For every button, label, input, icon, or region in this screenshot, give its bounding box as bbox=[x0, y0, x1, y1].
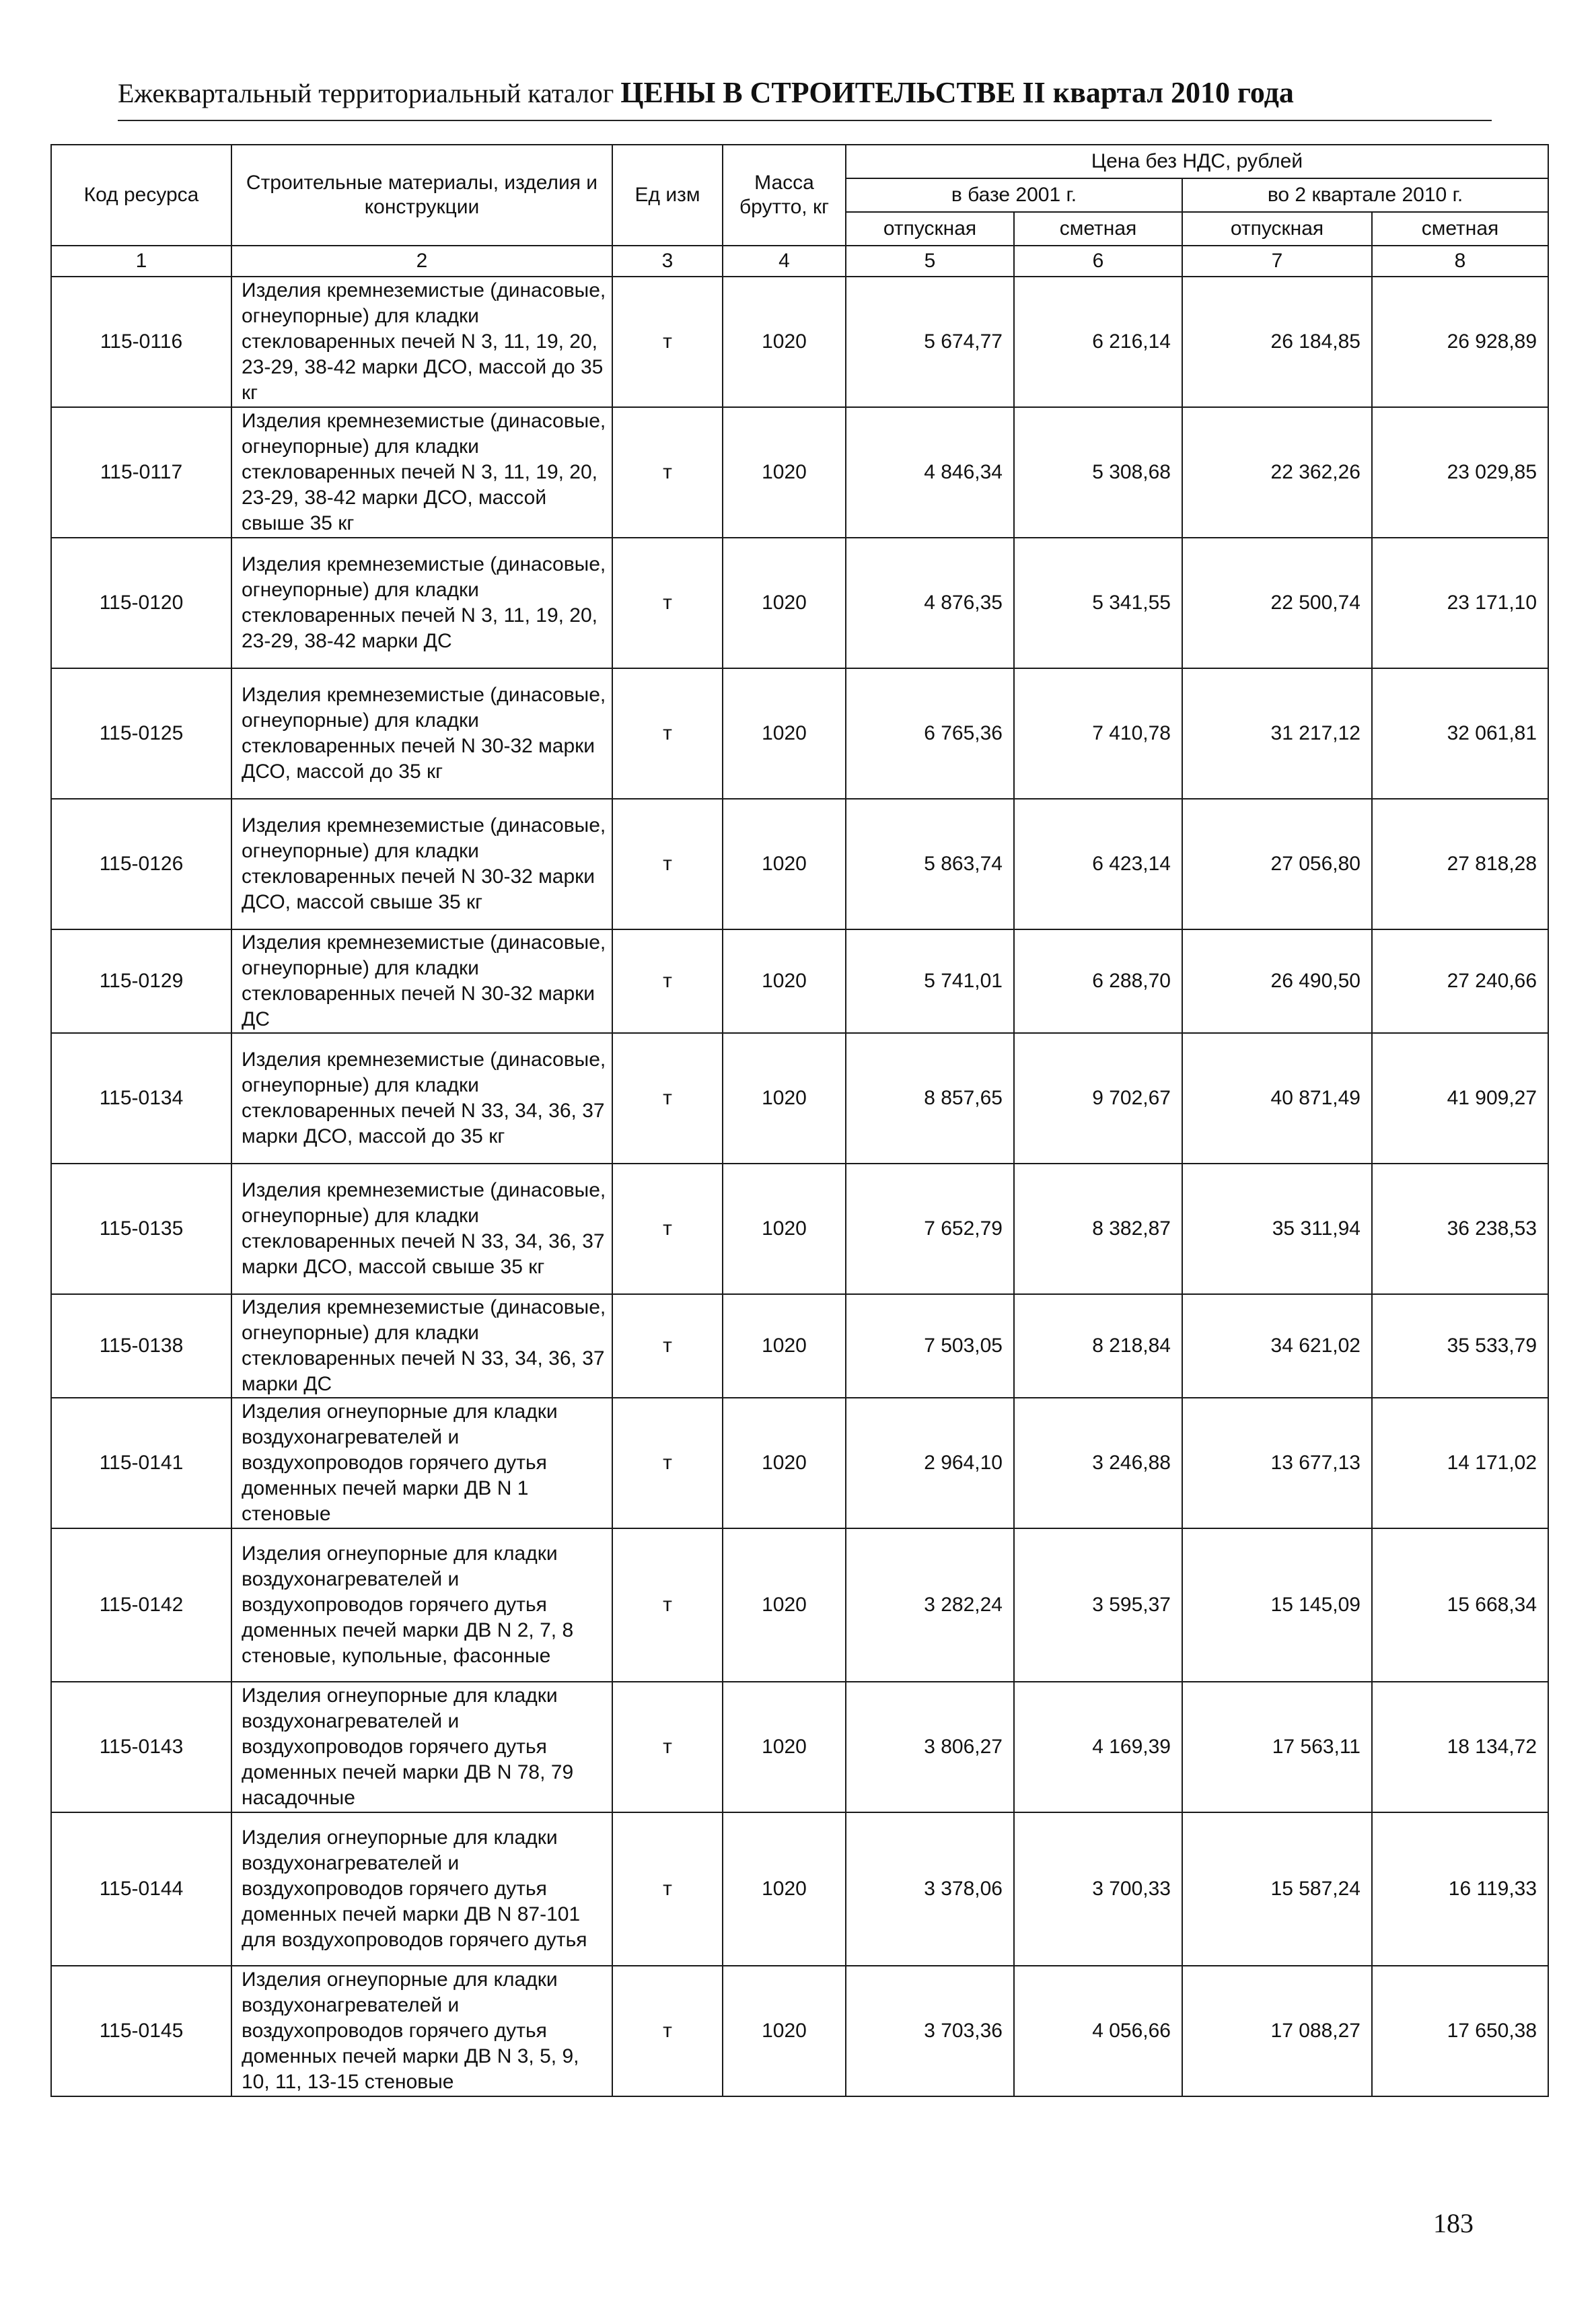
price-estimate-current: 35 533,79 bbox=[1372, 1294, 1548, 1398]
material-name: Изделия огнеупорные для кладки воздухонагревателей и воздухопроводов горячего дутья доменных печей марки ДВ N 2, 7, 8 стеновые, купольные, фасонные bbox=[231, 1528, 612, 1682]
column-number: 2 bbox=[231, 246, 612, 277]
column-number-row bbox=[51, 246, 1548, 277]
price-estimate-current: 17 650,38 bbox=[1372, 1966, 1548, 2096]
resource-code: 115-0145 bbox=[51, 1966, 231, 2096]
col-header-price: Цена без НДС, рублей bbox=[846, 145, 1548, 178]
unit-value: т bbox=[612, 1164, 723, 1294]
price-estimate-base: 6 216,14 bbox=[1014, 277, 1182, 407]
mass-value: 1020 bbox=[723, 1812, 846, 1966]
col-header-code: Код ресурса bbox=[51, 145, 231, 246]
mass-value: 1020 bbox=[723, 929, 846, 1033]
price-release-base: 5 863,74 bbox=[846, 799, 1014, 929]
resource-code: 115-0143 bbox=[51, 1682, 231, 1812]
unit-value: т bbox=[612, 929, 723, 1033]
price-release-base: 6 765,36 bbox=[846, 668, 1014, 799]
mass-value: 1020 bbox=[723, 1682, 846, 1812]
price-estimate-base: 4 056,66 bbox=[1014, 1966, 1182, 2096]
table-row bbox=[51, 1398, 1548, 1528]
price-release-base: 3 806,27 bbox=[846, 1682, 1014, 1812]
mass-value: 1020 bbox=[723, 277, 846, 407]
resource-code: 115-0144 bbox=[51, 1812, 231, 1966]
price-release-current: 26 490,50 bbox=[1182, 929, 1372, 1033]
header-rule bbox=[118, 120, 1492, 121]
price-estimate-current: 15 668,34 bbox=[1372, 1528, 1548, 1682]
price-estimate-base: 6 423,14 bbox=[1014, 799, 1182, 929]
price-release-current: 31 217,12 bbox=[1182, 668, 1372, 799]
material-name: Изделия кремнеземистые (динасовые, огнеупорные) для кладки стекловаренных печей N 30-32 марки ДС bbox=[231, 929, 612, 1033]
price-release-base: 3 282,24 bbox=[846, 1528, 1014, 1682]
unit-value: т bbox=[612, 1033, 723, 1164]
mass-value: 1020 bbox=[723, 1398, 846, 1528]
material-name: Изделия кремнеземистые (динасовые, огнеупорные) для кладки стекловаренных печей N 3, 11, 19, 20, 23-29, 38-42 марки ДС bbox=[231, 538, 612, 668]
price-release-current: 15 145,09 bbox=[1182, 1528, 1372, 1682]
table-row bbox=[51, 929, 1548, 1033]
column-number: 1 bbox=[51, 246, 231, 277]
price-estimate-current: 23 171,10 bbox=[1372, 538, 1548, 668]
material-name: Изделия кремнеземистые (динасовые, огнеупорные) для кладки стекловаренных печей N 30-32 марки ДСО, массой свыше 35 кг bbox=[231, 799, 612, 929]
price-release-current: 17 088,27 bbox=[1182, 1966, 1372, 2096]
price-release-current: 13 677,13 bbox=[1182, 1398, 1372, 1528]
price-release-base: 2 964,10 bbox=[846, 1398, 1014, 1528]
resource-code: 115-0138 bbox=[51, 1294, 231, 1398]
price-release-base: 5 741,01 bbox=[846, 929, 1014, 1033]
table-row bbox=[51, 1682, 1548, 1812]
running-header bbox=[118, 75, 1497, 116]
price-estimate-current: 14 171,02 bbox=[1372, 1398, 1548, 1528]
col-header-release-base: отпускная bbox=[846, 212, 1014, 246]
table-row bbox=[51, 799, 1548, 929]
price-release-base: 5 674,77 bbox=[846, 277, 1014, 407]
table-row bbox=[51, 1033, 1548, 1164]
resource-code: 115-0126 bbox=[51, 799, 231, 929]
material-name: Изделия огнеупорные для кладки воздухонагревателей и воздухопроводов горячего дутья доменных печей марки ДВ N 3, 5, 9, 10, 11, 13-15 стеновые bbox=[231, 1966, 612, 2096]
price-estimate-base: 8 382,87 bbox=[1014, 1164, 1182, 1294]
table-row bbox=[51, 1528, 1548, 1682]
price-estimate-current: 32 061,81 bbox=[1372, 668, 1548, 799]
price-estimate-base: 9 702,67 bbox=[1014, 1033, 1182, 1164]
column-number: 5 bbox=[846, 246, 1014, 277]
mass-value: 1020 bbox=[723, 538, 846, 668]
header-period: II квартал 2010 года bbox=[1022, 76, 1294, 109]
resource-code: 115-0135 bbox=[51, 1164, 231, 1294]
mass-value: 1020 bbox=[723, 1033, 846, 1164]
price-estimate-base: 3 700,33 bbox=[1014, 1812, 1182, 1966]
resource-code: 115-0134 bbox=[51, 1033, 231, 1164]
price-estimate-base: 8 218,84 bbox=[1014, 1294, 1182, 1398]
price-release-current: 26 184,85 bbox=[1182, 277, 1372, 407]
material-name: Изделия кремнеземистые (динасовые, огнеупорные) для кладки стекловаренных печей N 33, 34, 36, 37 марки ДСО, массой свыше 35 кг bbox=[231, 1164, 612, 1294]
price-estimate-current: 27 818,28 bbox=[1372, 799, 1548, 929]
material-name: Изделия кремнеземистые (динасовые, огнеупорные) для кладки стекловаренных печей N 30-32 марки ДСО, массой до 35 кг bbox=[231, 668, 612, 799]
price-release-base: 7 503,05 bbox=[846, 1294, 1014, 1398]
price-estimate-base: 3 246,88 bbox=[1014, 1398, 1182, 1528]
material-name: Изделия кремнеземистые (динасовые, огнеупорные) для кладки стекловаренных печей N 33, 34, 36, 37 марки ДСО, массой до 35 кг bbox=[231, 1033, 612, 1164]
col-header-material: Строительные материалы, изделия и конструкции bbox=[231, 145, 612, 246]
col-header-current: во 2 квартале 2010 г. bbox=[1182, 178, 1548, 212]
column-number: 8 bbox=[1372, 246, 1548, 277]
column-number: 3 bbox=[612, 246, 723, 277]
price-release-base: 3 378,06 bbox=[846, 1812, 1014, 1966]
unit-value: т bbox=[612, 1966, 723, 2096]
mass-value: 1020 bbox=[723, 799, 846, 929]
unit-value: т bbox=[612, 1294, 723, 1398]
price-estimate-current: 16 119,33 bbox=[1372, 1812, 1548, 1966]
table-row bbox=[51, 1966, 1548, 2096]
col-header-release-current: отпускная bbox=[1182, 212, 1372, 246]
material-name: Изделия огнеупорные для кладки воздухонагревателей и воздухопроводов горячего дутья доменных печей марки ДВ N 87-101 для воздухопроводов горячего дутья bbox=[231, 1812, 612, 1966]
price-release-current: 22 500,74 bbox=[1182, 538, 1372, 668]
column-number: 6 bbox=[1014, 246, 1182, 277]
unit-value: т bbox=[612, 1528, 723, 1682]
column-number: 4 bbox=[723, 246, 846, 277]
unit-value: т bbox=[612, 668, 723, 799]
resource-code: 115-0116 bbox=[51, 277, 231, 407]
material-name: Изделия кремнеземистые (динасовые, огнеупорные) для кладки стекловаренных печей N 3, 11, 19, 20, 23-29, 38-42 марки ДСО, массой до 35 кг bbox=[231, 277, 612, 407]
price-table bbox=[50, 144, 1549, 2097]
price-estimate-base: 5 341,55 bbox=[1014, 538, 1182, 668]
mass-value: 1020 bbox=[723, 1294, 846, 1398]
col-header-mass: Масса брутто, кг bbox=[723, 145, 846, 246]
table-row bbox=[51, 538, 1548, 668]
price-release-current: 34 621,02 bbox=[1182, 1294, 1372, 1398]
table-row bbox=[51, 1164, 1548, 1294]
unit-value: т bbox=[612, 1682, 723, 1812]
price-estimate-base: 3 595,37 bbox=[1014, 1528, 1182, 1682]
material-name: Изделия огнеупорные для кладки воздухонагревателей и воздухопроводов горячего дутья доменных печей марки ДВ N 78, 79 насадочные bbox=[231, 1682, 612, 1812]
mass-value: 1020 bbox=[723, 1966, 846, 2096]
price-release-current: 15 587,24 bbox=[1182, 1812, 1372, 1966]
price-release-current: 35 311,94 bbox=[1182, 1164, 1372, 1294]
table-row bbox=[51, 668, 1548, 799]
price-release-base: 8 857,65 bbox=[846, 1033, 1014, 1164]
resource-code: 115-0129 bbox=[51, 929, 231, 1033]
price-estimate-current: 23 029,85 bbox=[1372, 407, 1548, 538]
price-release-current: 17 563,11 bbox=[1182, 1682, 1372, 1812]
page-number: 183 bbox=[1433, 2208, 1474, 2238]
price-estimate-current: 26 928,89 bbox=[1372, 277, 1548, 407]
table-row bbox=[51, 1812, 1548, 1966]
header-title: ЦЕНЫ В СТРОИТЕЛЬСТВЕ bbox=[620, 76, 1016, 109]
table-row bbox=[51, 277, 1548, 407]
price-estimate-base: 7 410,78 bbox=[1014, 668, 1182, 799]
price-release-base: 4 876,35 bbox=[846, 538, 1014, 668]
price-estimate-base: 4 169,39 bbox=[1014, 1682, 1182, 1812]
price-release-current: 40 871,49 bbox=[1182, 1033, 1372, 1164]
resource-code: 115-0142 bbox=[51, 1528, 231, 1682]
table-row bbox=[51, 407, 1548, 538]
header-prefix: Ежеквартальный территориальный каталог bbox=[118, 78, 614, 108]
price-release-base: 3 703,36 bbox=[846, 1966, 1014, 2096]
table-row bbox=[51, 1294, 1548, 1398]
price-estimate-current: 36 238,53 bbox=[1372, 1164, 1548, 1294]
mass-value: 1020 bbox=[723, 1164, 846, 1294]
price-release-base: 7 652,79 bbox=[846, 1164, 1014, 1294]
resource-code: 115-0125 bbox=[51, 668, 231, 799]
resource-code: 115-0117 bbox=[51, 407, 231, 538]
unit-value: т bbox=[612, 1398, 723, 1528]
resource-code: 115-0141 bbox=[51, 1398, 231, 1528]
material-name: Изделия огнеупорные для кладки воздухонагревателей и воздухопроводов горячего дутья доменных печей марки ДВ N 1 стеновые bbox=[231, 1398, 612, 1528]
mass-value: 1020 bbox=[723, 407, 846, 538]
col-header-estimate-current: сметная bbox=[1372, 212, 1548, 246]
price-estimate-current: 41 909,27 bbox=[1372, 1033, 1548, 1164]
col-header-estimate-base: сметная bbox=[1014, 212, 1182, 246]
price-release-current: 22 362,26 bbox=[1182, 407, 1372, 538]
resource-code: 115-0120 bbox=[51, 538, 231, 668]
material-name: Изделия кремнеземистые (динасовые, огнеупорные) для кладки стекловаренных печей N 3, 11, 19, 20, 23-29, 38-42 марки ДСО, массой свыше 35 кг bbox=[231, 407, 612, 538]
price-estimate-current: 27 240,66 bbox=[1372, 929, 1548, 1033]
unit-value: т bbox=[612, 1812, 723, 1966]
col-header-unit: Ед изм bbox=[612, 145, 723, 246]
price-release-base: 4 846,34 bbox=[846, 407, 1014, 538]
unit-value: т bbox=[612, 407, 723, 538]
material-name: Изделия кремнеземистые (динасовые, огнеупорные) для кладки стекловаренных печей N 33, 34, 36, 37 марки ДС bbox=[231, 1294, 612, 1398]
price-estimate-base: 6 288,70 bbox=[1014, 929, 1182, 1033]
price-estimate-base: 5 308,68 bbox=[1014, 407, 1182, 538]
mass-value: 1020 bbox=[723, 668, 846, 799]
unit-value: т bbox=[612, 277, 723, 407]
column-number: 7 bbox=[1182, 246, 1372, 277]
unit-value: т bbox=[612, 799, 723, 929]
price-estimate-current: 18 134,72 bbox=[1372, 1682, 1548, 1812]
price-release-current: 27 056,80 bbox=[1182, 799, 1372, 929]
unit-value: т bbox=[612, 538, 723, 668]
col-header-base: в базе 2001 г. bbox=[846, 178, 1182, 212]
mass-value: 1020 bbox=[723, 1528, 846, 1682]
